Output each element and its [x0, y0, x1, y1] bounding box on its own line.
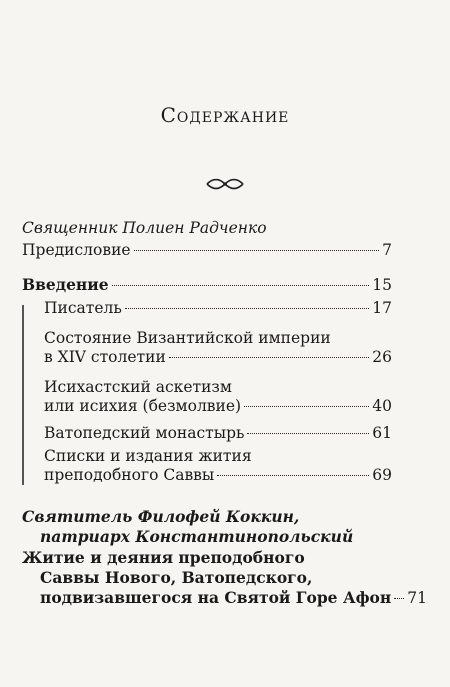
toc-entry-title: или исихия (безмолвие)	[44, 397, 242, 415]
toc-author-radchenko: Священник Полиен Радченко	[22, 219, 267, 237]
toc-page-number: 7	[382, 241, 392, 259]
toc-entry-title: Предисловие	[22, 241, 131, 259]
toc-entry-title: Введение	[22, 275, 109, 294]
toc-leader-dots	[169, 357, 369, 358]
toc-entry-lists	[44, 465, 392, 485]
toc-entry-title: преподобного Саввы	[44, 466, 215, 484]
contents-heading	[0, 103, 450, 127]
toc-page-number: 69	[372, 466, 392, 484]
toc-entry-life-line1: Житие и деяния преподобного	[22, 548, 305, 567]
toc-page-number: 61	[372, 424, 392, 442]
contents-heading-text: Содержание	[160, 103, 290, 127]
toc-entry-hesychasm-line1: Исихастский аскетизм	[44, 378, 232, 396]
toc-page-number: 15	[372, 276, 392, 294]
toc-leader-dots	[134, 250, 380, 251]
toc-page-number: 17	[372, 299, 392, 317]
toc-leader-dots	[112, 285, 370, 286]
toc-entry-vatopedi	[44, 423, 392, 443]
toc-entry-introduction	[22, 275, 392, 295]
toc-entry-writer	[44, 298, 392, 318]
toc-author-philotheos-line1: Святитель Филофей Коккин,	[22, 507, 300, 526]
toc-page-number: 71	[407, 589, 427, 607]
toc-entry-byzantine-line1: Состояние Византийской империи	[44, 329, 331, 347]
toc-leader-dots	[125, 308, 369, 309]
ornament-icon	[205, 178, 245, 190]
toc-leader-dots	[394, 598, 404, 599]
toc-entry-hesychasm	[44, 396, 392, 416]
toc-entry-lists-line1: Списки и издания жития	[44, 447, 252, 465]
toc-entry-byzantine	[44, 347, 392, 367]
toc-leader-dots	[217, 475, 369, 476]
toc-entry-preface	[22, 240, 392, 260]
toc-entry-title: в XIV столетии	[44, 348, 166, 366]
toc-entry-title: подвизавшегося на Святой Горе Афон	[40, 588, 392, 607]
toc-page-number: 26	[372, 348, 392, 366]
toc-leader-dots	[247, 433, 369, 434]
toc-entry-life-line2: Саввы Нового, Ватопедского,	[40, 568, 313, 587]
section-vertical-rule	[22, 305, 24, 485]
toc-page-number: 40	[372, 397, 392, 415]
toc-entry-life	[40, 588, 427, 608]
toc-entry-title: Ватопедский монастырь	[44, 424, 245, 442]
toc-leader-dots	[244, 406, 369, 407]
toc-author-philotheos-line2: патриарх Константинопольский	[40, 527, 354, 546]
toc-entry-title: Писатель	[44, 299, 122, 317]
